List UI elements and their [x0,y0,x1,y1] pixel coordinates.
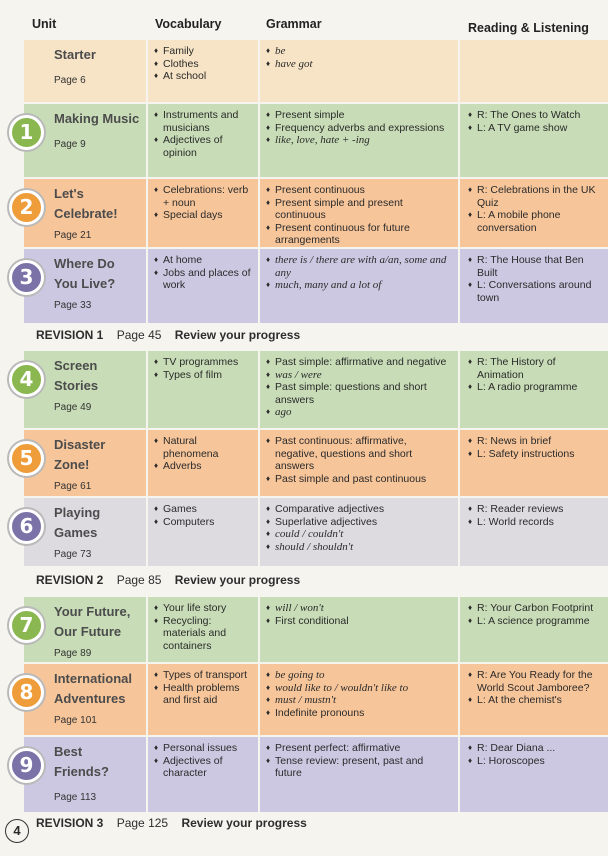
vocabulary-cell [148,498,258,566]
list-item: ♦ would like to / wouldn't like to [266,682,452,695]
list-item: ♦ Clothes [154,58,252,71]
list-item: ♦ Present perfect: affirmative [266,742,452,755]
unit-title-line2: Zone! [54,457,90,472]
unit-title-line2: Adventures [54,691,126,706]
unit-cell [24,40,146,102]
reading-list [468,109,602,134]
grammar-cell [260,249,458,323]
list-item: ♦ Adjectives of character [154,755,252,780]
reading-cell [460,179,608,247]
list-item: ♦ Present simple [266,109,452,122]
list-item: ♦ Instruments and musicians [154,109,252,134]
grammar-cell [260,737,458,812]
grammar-cell [260,430,458,496]
vocabulary-cell [148,179,258,247]
unit-title-line2: Our Future [54,624,122,639]
unit-title: Best Friends? [54,744,109,779]
vocabulary-cell [148,104,258,177]
unit-number-badge: 2 [9,190,44,225]
list-item: ♦ At school [154,70,252,83]
unit-title-line2: You Live? [54,276,116,291]
unit-cell [19,597,146,662]
list-item: ♦ was / were [266,369,452,382]
reading-cell [460,498,608,566]
list-item: ♦ will / won't [266,602,452,615]
list-item: ♦ L: World records [468,516,602,529]
unit-number-badge: 6 [9,509,44,544]
unit-row [19,351,608,428]
grammar-cell [260,597,458,662]
list-item: ♦ Health problems and first aid [154,682,252,707]
vocabulary-list [154,109,252,159]
list-item: ♦ First conditional [266,615,452,628]
list-item: ♦ ago [266,406,452,419]
list-item: ♦ must / mustn't [266,694,452,707]
list-item: ♦ R: Reader reviews [468,503,602,516]
list-item: ♦ Frequency adverbs and expressions [266,122,452,135]
vocabulary-list [154,669,252,707]
unit-title: Your Future, [54,604,131,619]
vocabulary-cell [148,597,258,662]
grammar-cell [260,664,458,735]
list-item: ♦ Past continuous: affirmative, negative, questions and short answers [266,435,452,473]
vocabulary-cell [148,664,258,735]
unit-cell [19,430,146,496]
grammar-list [266,742,452,780]
grammar-cell [260,351,458,428]
unit-title: International [54,671,133,686]
vocabulary-list [154,503,252,528]
list-item: ♦ R: Are You Ready for the World Scout Jamboree? [468,669,602,694]
unit-row [19,430,608,496]
unit-page: Page 89 [54,648,92,659]
list-item: ♦ R: The House that Ben Built [468,254,602,279]
reading-list [468,503,602,528]
grammar-list [266,184,452,247]
unit-title: Screen [54,358,98,373]
header-reading-listening: Reading & Listening [468,21,589,35]
revision-review: Review your progress [174,328,301,342]
unit-page: Page 73 [54,549,92,560]
vocabulary-list [154,602,252,652]
list-item: ♦ R: The History of Animation [468,356,602,381]
list-item: ♦ R: Celebrations in the UK Quiz [468,184,602,209]
unit-cell [19,664,146,735]
revision-review: Review your progress [174,573,301,587]
vocabulary-list [154,356,252,381]
list-item: ♦ R: News in brief [468,435,602,448]
list-item: ♦ Special days [154,209,252,222]
list-item: ♦ At home [154,254,252,267]
list-item: ♦ L: A science programme [468,615,602,628]
vocabulary-list [154,435,252,473]
header-grammar: Grammar [266,17,322,31]
list-item: ♦ there is / there are with a/an, some and any [266,254,452,279]
list-item: ♦ Personal issues [154,742,252,755]
grammar-list [266,109,452,147]
unit-page: Page 61 [54,481,92,492]
reading-list [468,356,602,394]
unit-title: Playing [54,505,101,520]
reading-cell [460,664,608,735]
header-vocabulary: Vocabulary [155,17,222,31]
revision-2 [36,573,310,587]
reading-cell [460,249,608,323]
reading-cell [460,597,608,662]
list-item: ♦ Your life story [154,602,252,615]
list-item: ♦ Past simple: affirmative and negative [266,356,452,369]
reading-list [468,669,602,707]
grammar-list [266,669,452,719]
reading-list [468,435,602,460]
list-item: ♦ L: At the chemist's [468,694,602,707]
unit-number-badge: 3 [9,260,44,295]
unit-row [24,40,608,102]
list-item: ♦ Indefinite pronouns [266,707,452,720]
unit-cell [19,104,146,177]
grammar-list [266,356,452,419]
unit-title-line2: Stories [54,378,99,393]
vocabulary-cell [148,737,258,812]
unit-page: Page 113 [54,792,97,803]
list-item: ♦ be going to [266,669,452,682]
unit-number-badge: 8 [9,675,44,710]
list-item: ♦ R: The Ones to Watch [468,109,602,122]
reading-list [468,254,602,304]
grammar-cell [260,179,458,247]
list-item: ♦ Types of film [154,369,252,382]
list-item: ♦ TV programmes [154,356,252,369]
vocabulary-cell [148,351,258,428]
unit-page: Page 101 [54,715,97,726]
revision-3 [36,816,317,830]
unit-page: Page 21 [54,230,92,241]
grammar-list [266,254,452,292]
vocabulary-list [154,254,252,292]
unit-row [19,664,608,735]
unit-page: Page 33 [54,300,92,311]
reading-cell [460,737,608,812]
unit-row [19,597,608,662]
revision-page: Page 125 [116,816,169,830]
unit-cell [19,249,146,323]
list-item: ♦ Natural phenomena [154,435,252,460]
list-item: ♦ could / couldn't [266,528,452,541]
unit-title-line2: Games [54,525,98,540]
list-item: ♦ Past simple and past continuous [266,473,452,486]
vocabulary-cell [148,40,258,102]
list-item: ♦ have got [266,58,452,71]
list-item: ♦ Types of transport [154,669,252,682]
header-unit: Unit [32,17,57,31]
unit-cell [19,179,146,247]
unit-page: Page 9 [54,139,86,150]
revision-page: Page 45 [116,328,162,342]
reading-cell [460,104,608,177]
list-item: ♦ should / shouldn't [266,541,452,554]
list-item: ♦ Present simple and present continuous [266,197,452,222]
list-item: ♦ be [266,45,452,58]
page-number: 4 [5,819,29,843]
unit-row [19,498,608,566]
unit-cell [19,737,146,812]
list-item: ♦ Games [154,503,252,516]
unit-row [19,104,608,177]
grammar-list [266,45,452,70]
list-item: ♦ R: Dear Diana ... [468,742,602,755]
list-item: ♦ like, love, hate + -ing [266,134,452,147]
unit-title: Starter [54,47,96,62]
list-item: ♦ Family [154,45,252,58]
unit-page: Page 49 [54,402,92,413]
revision-label: REVISION 3 [36,816,104,830]
unit-title: Let's [54,186,84,201]
list-item: ♦ Tense review: present, past and future [266,755,452,780]
list-item: ♦ Adverbs [154,460,252,473]
revision-page: Page 85 [116,573,162,587]
list-item: ♦ L: A mobile phone conversation [468,209,602,234]
reading-list [468,602,602,627]
grammar-list [266,602,452,627]
unit-title-line2: Celebrate! [54,206,118,221]
unit-title: Disaster [54,437,106,452]
list-item: ♦ Present continuous [266,184,452,197]
unit-number-badge: 5 [9,441,44,476]
list-item: ♦ L: A radio programme [468,381,602,394]
unit-row [19,249,608,323]
vocabulary-list [154,184,252,222]
reading-cell [460,40,608,102]
unit-number-badge: 9 [9,748,44,783]
list-item: ♦ Jobs and places of work [154,267,252,292]
list-item: ♦ much, many and a lot of [266,279,452,292]
grammar-cell [260,104,458,177]
vocabulary-cell [148,249,258,323]
vocabulary-list [154,45,252,83]
unit-number-badge: 4 [9,362,44,397]
unit-cell [19,498,146,566]
unit-number-badge: 7 [9,608,44,643]
list-item: ♦ Past simple: questions and short answers [266,381,452,406]
list-item: ♦ L: Horoscopes [468,755,602,768]
list-item: ♦ Computers [154,516,252,529]
unit-row [19,737,608,812]
unit-title: Where Do [54,256,115,271]
revision-1 [36,328,310,342]
unit-row [19,179,608,247]
list-item: ♦ L: Safety instructions [468,448,602,461]
unit-cell [19,351,146,428]
vocabulary-list [154,742,252,780]
list-item: ♦ L: A TV game show [468,122,602,135]
list-item: ♦ Adjectives of opinion [154,134,252,159]
reading-cell [460,430,608,496]
unit-number-badge: 1 [9,115,44,150]
list-item: ♦ L: Conversations around town [468,279,602,304]
grammar-cell [260,40,458,102]
reading-list [468,184,602,234]
list-item: ♦ Celebrations: verb + noun [154,184,252,209]
list-item: ♦ Present continuous for future arrangements [266,222,452,247]
vocabulary-cell [148,430,258,496]
list-item: ♦ Superlative adjectives [266,516,452,529]
grammar-list [266,435,452,485]
list-item: ♦ Recycling: materials and containers [154,615,252,653]
list-item: ♦ Comparative adjectives [266,503,452,516]
revision-label: REVISION 2 [36,573,104,587]
grammar-list [266,503,452,553]
unit-page: Page 6 [54,75,86,86]
list-item: ♦ R: Your Carbon Footprint [468,602,602,615]
revision-label: REVISION 1 [36,328,104,342]
revision-review: Review your progress [181,816,307,830]
reading-list [468,742,602,767]
grammar-cell [260,498,458,566]
unit-title: Making Music [54,111,140,126]
reading-cell [460,351,608,428]
